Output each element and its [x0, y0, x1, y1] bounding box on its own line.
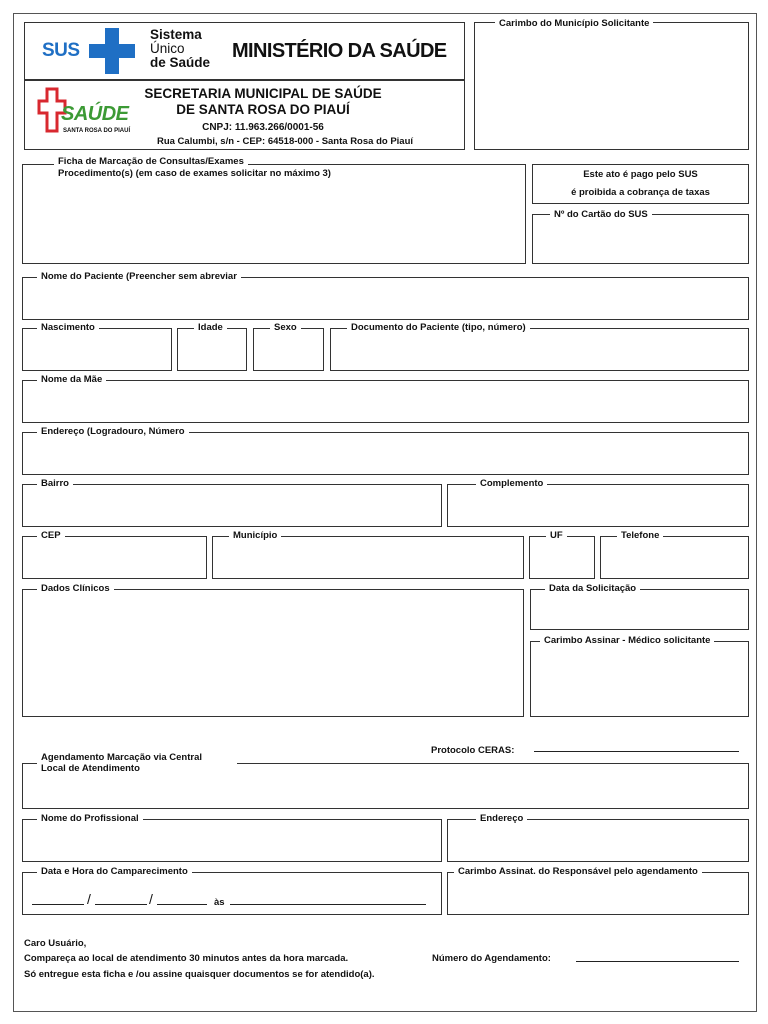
sus-logo: SUS [42, 40, 80, 61]
footer-line-1: Caro Usuário, [24, 938, 87, 949]
carimbo-responsavel-label: Carimbo Assinat. do Responsável pelo agendamento [454, 866, 702, 877]
header-secretaria-box [24, 80, 465, 150]
documento-field[interactable] [330, 328, 749, 371]
dados-clinicos-label: Dados Clínicos [37, 583, 114, 594]
cep-label: CEP [37, 530, 65, 541]
municipio-label: Município [229, 530, 281, 541]
date-month-line[interactable] [95, 904, 147, 905]
cnpj-text: CNPJ: 11.963.266/0001-56 [202, 122, 324, 133]
sistema-line-1: Sistema [150, 27, 202, 42]
cep-field[interactable] [22, 536, 207, 579]
procedimentos-box[interactable] [22, 164, 526, 264]
saude-logo-subtitle: SANTA ROSA DO PIAUÍ [63, 128, 131, 134]
ministry-title: MINISTÉRIO DA SAÚDE [232, 40, 447, 62]
carimbo-medico-box[interactable] [530, 641, 749, 717]
dados-clinicos-field[interactable] [22, 589, 524, 717]
agendamento-line-1: Agendamento Marcação via Central [41, 752, 203, 763]
complemento-field[interactable] [447, 484, 749, 527]
agendamento-line-2: Local de Atendimento [41, 763, 140, 774]
idade-field[interactable] [177, 328, 247, 371]
telefone-field[interactable] [600, 536, 749, 579]
protocolo-label: Protocolo CERAS: [431, 745, 515, 756]
complemento-label: Complemento [476, 478, 547, 489]
carimbo-municipio-label: Carimbo do Município Solicitante [495, 18, 653, 29]
nome-mae-label: Nome da Mãe [37, 374, 106, 385]
ficha-title-label: Ficha de Marcação de Consultas/Exames [54, 156, 248, 167]
blue-cross-icon [89, 28, 135, 74]
date-year-line[interactable] [157, 904, 207, 905]
sexo-field[interactable] [253, 328, 324, 371]
data-solicitacao-label: Data da Solicitação [545, 583, 640, 594]
data-solicitacao-field[interactable] [530, 589, 749, 630]
secretaria-line-1: SECRETARIA MUNICIPAL DE SAÚDE [144, 86, 382, 101]
procedimentos-label: Procedimento(s) (em caso de exames solicitar no máximo 3) [58, 168, 331, 179]
cartao-sus-label: Nº do Cartão do SUS [550, 209, 652, 220]
sexo-label: Sexo [270, 322, 301, 333]
nascimento-field[interactable] [22, 328, 172, 371]
municipio-field[interactable] [212, 536, 524, 579]
documento-label: Documento do Paciente (tipo, número) [347, 322, 530, 333]
address-text: Rua Calumbi, s/n - CEP: 64518-000 - Santa Rosa do Piauí [156, 136, 414, 147]
uf-label: UF [546, 530, 567, 541]
secretaria-line-2: DE SANTA ROSA DO PIAUÍ [176, 102, 350, 117]
endereco-atendimento-field[interactable] [447, 819, 749, 862]
sus-notice-box [532, 164, 749, 204]
telefone-label: Telefone [617, 530, 663, 541]
nome-paciente-label: Nome do Paciente (Preencher sem abreviar [37, 271, 241, 282]
endereco-atendimento-label: Endereço [476, 813, 527, 824]
data-hora-box [22, 872, 442, 915]
numero-agendamento-label: Número do Agendamento: [432, 953, 551, 964]
protocolo-input-line[interactable] [534, 751, 739, 752]
date-slash-2: / [149, 891, 153, 907]
date-day-line[interactable] [32, 904, 84, 905]
date-slash-1: / [87, 891, 91, 907]
header-logo-box [24, 22, 465, 80]
carimbo-responsavel-box[interactable] [447, 872, 749, 915]
nome-profissional-label: Nome do Profissional [37, 813, 143, 824]
footer-line-2: Compareça ao local de atendimento 30 minutos antes da hora marcada. [24, 953, 349, 964]
uf-field[interactable] [529, 536, 595, 579]
endereco-label: Endereço (Logradouro, Número [37, 426, 189, 437]
carimbo-medico-label: Carimbo Assinar - Médico solicitante [540, 635, 714, 646]
nome-mae-field[interactable] [22, 380, 749, 423]
cartao-sus-box[interactable] [532, 214, 749, 264]
sus-notice-line-1: Este ato é pago pelo SUS [583, 169, 698, 180]
endereco-field[interactable] [22, 432, 749, 475]
data-hora-label: Data e Hora do Camparecimento [37, 866, 192, 877]
nome-profissional-field[interactable] [22, 819, 442, 862]
nascimento-label: Nascimento [37, 322, 99, 333]
bairro-label: Bairro [37, 478, 73, 489]
saude-logo: SAÚDE [61, 103, 129, 125]
footer-line-3: Só entregue esta ficha e /ou assine quaisquer documentos se for atendido(a). [24, 969, 375, 980]
bairro-field[interactable] [22, 484, 442, 527]
nome-paciente-field[interactable] [22, 277, 749, 320]
sistema-line-2: Único [150, 41, 185, 56]
carimbo-municipio-box[interactable] [474, 22, 749, 150]
idade-label: Idade [194, 322, 227, 333]
sus-notice-line-2: é proibida a cobrança de taxas [571, 187, 710, 198]
numero-agendamento-line[interactable] [576, 961, 739, 962]
time-input-line[interactable] [230, 904, 426, 905]
sistema-unico-text [150, 28, 210, 70]
agendamento-label [37, 752, 237, 774]
sistema-line-3: de Saúde [150, 55, 211, 70]
as-label: às [214, 897, 225, 908]
secretaria-title [143, 86, 383, 118]
